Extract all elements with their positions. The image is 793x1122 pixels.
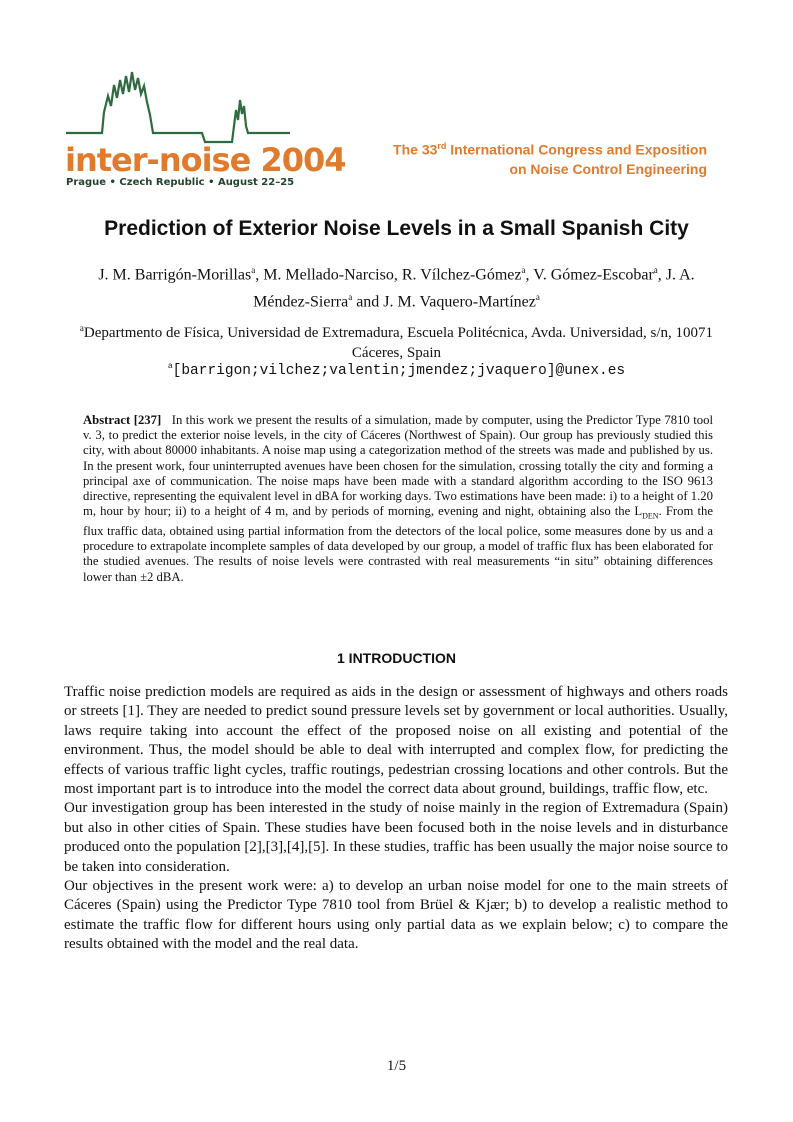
skyline-graphic [62,70,294,145]
paragraph: Traffic noise prediction models are required as aids in the design or assessment of highways and others roads or streets [1]. They are needed to predict sound pressure levels set by government or local authorities. Usually, laws require taking into account the effect of the proposed noise on all existing and potential of the environment. Thus, the model should be able to deal with interrupted and complex flow, for predicting the effects of various traffic light cycles, traffic routings, pedestrian crossing locations and other controls. But the most important part is to introduce into the model the correct data about ground, buildings, traffic flow, etc. [64,684,728,798]
congress-header [393,137,707,179]
abstract-label: Abstract [237] [83,413,162,427]
congress-line-1: The 33rd International Congress and Exposition [393,141,707,158]
author-list: J. M. Barrigón-Morillas$^a$, M. Mellado-Narciso, R. Vílchez-Gómez$^a$, V. Gómez-Escobar$^a$, J. A. Méndez-Sierra$^a$ and J. M. Vaquero-Martínez$^a$ [98,265,695,311]
abstract: Abstract [237] In this work we present the results of a simulation, made by computer, using the Predictor Type 7810 tool v. 3, to predict the exterior noise levels, in the city of Cáceres (Northwest of Spain). Our group has previously studied this city, with about 80000 inhabitants. A noise map using a categorization method of the streets was made and published by us. In the present work, four uninterrupted avenues have been chosen for the simulation, crossing totally the city and forming a principal axe of communication. The noise maps have been made with a standard algorithm according to the ISO 9613 directive, representing the equivalent level in dBA for working days. Two estimations have been made: i) to a height of 1.20 m, hour by hour; ii) to a height of 4 m, and by periods of morning, evening and night, obtaining also the $L_{DEN}$. From the flux traffic data, obtained using partial information from the detectors of the local police, some measures done by us and a procedure to extrapolate incomplete samples of data developed by our group, a model of traffic flux has been elaborated for the studied avenues. The results of noise levels were contrasted with real measurements “in situ” obtaining differences lower than ±2 dBA. [83,413,714,584]
logo-subtitle: Prague • Czech Republic • August 22–25 [66,177,295,188]
congress-line-2: on Noise Control Engineering [509,160,707,177]
affiliation: $^a$Departmento de Física, Universidad de Extremadura, Escuela Politécnica, Avda. Universidad, s/n, 10071 Cáceres, Spain [79,323,714,361]
page-number: 1/5 [386,1058,407,1074]
paragraph: Our investigation group has been interested in the study of noise mainly in the region of Extremadura (Spain) but also in other cities of Spain. These studies have been focused both in the noise levels and in disturbance produced onto the population [2],[3],[4],[5]. In these studies, traffic has been usually the major noise source to be taken into consideration. [64,800,728,875]
paragraph: Our objectives in the present work were: a) to develop an urban noise model for one to the main streets of Cáceres (Spain) using the Predictor Type 7810 tool from Brüel & Kjær; b) to develop a realistic method to estimate the traffic flow for different hours using only partial data as we explain below; c) to compare the results obtained with the model and the real data. [64,878,728,953]
paper-title: Prediction of Exterior Noise Levels in a Small Spanish City [104,217,689,240]
conference-logo [62,70,346,195]
logo-wordmark: inter-noise 2004 [65,141,346,179]
section-heading: 1 INTRODUCTION [337,650,456,666]
author-emails: $^a$[barrigon;vilchez;valentin;jmendez;jvaquero]@unex.es [167,362,626,379]
section-body [64,683,728,955]
